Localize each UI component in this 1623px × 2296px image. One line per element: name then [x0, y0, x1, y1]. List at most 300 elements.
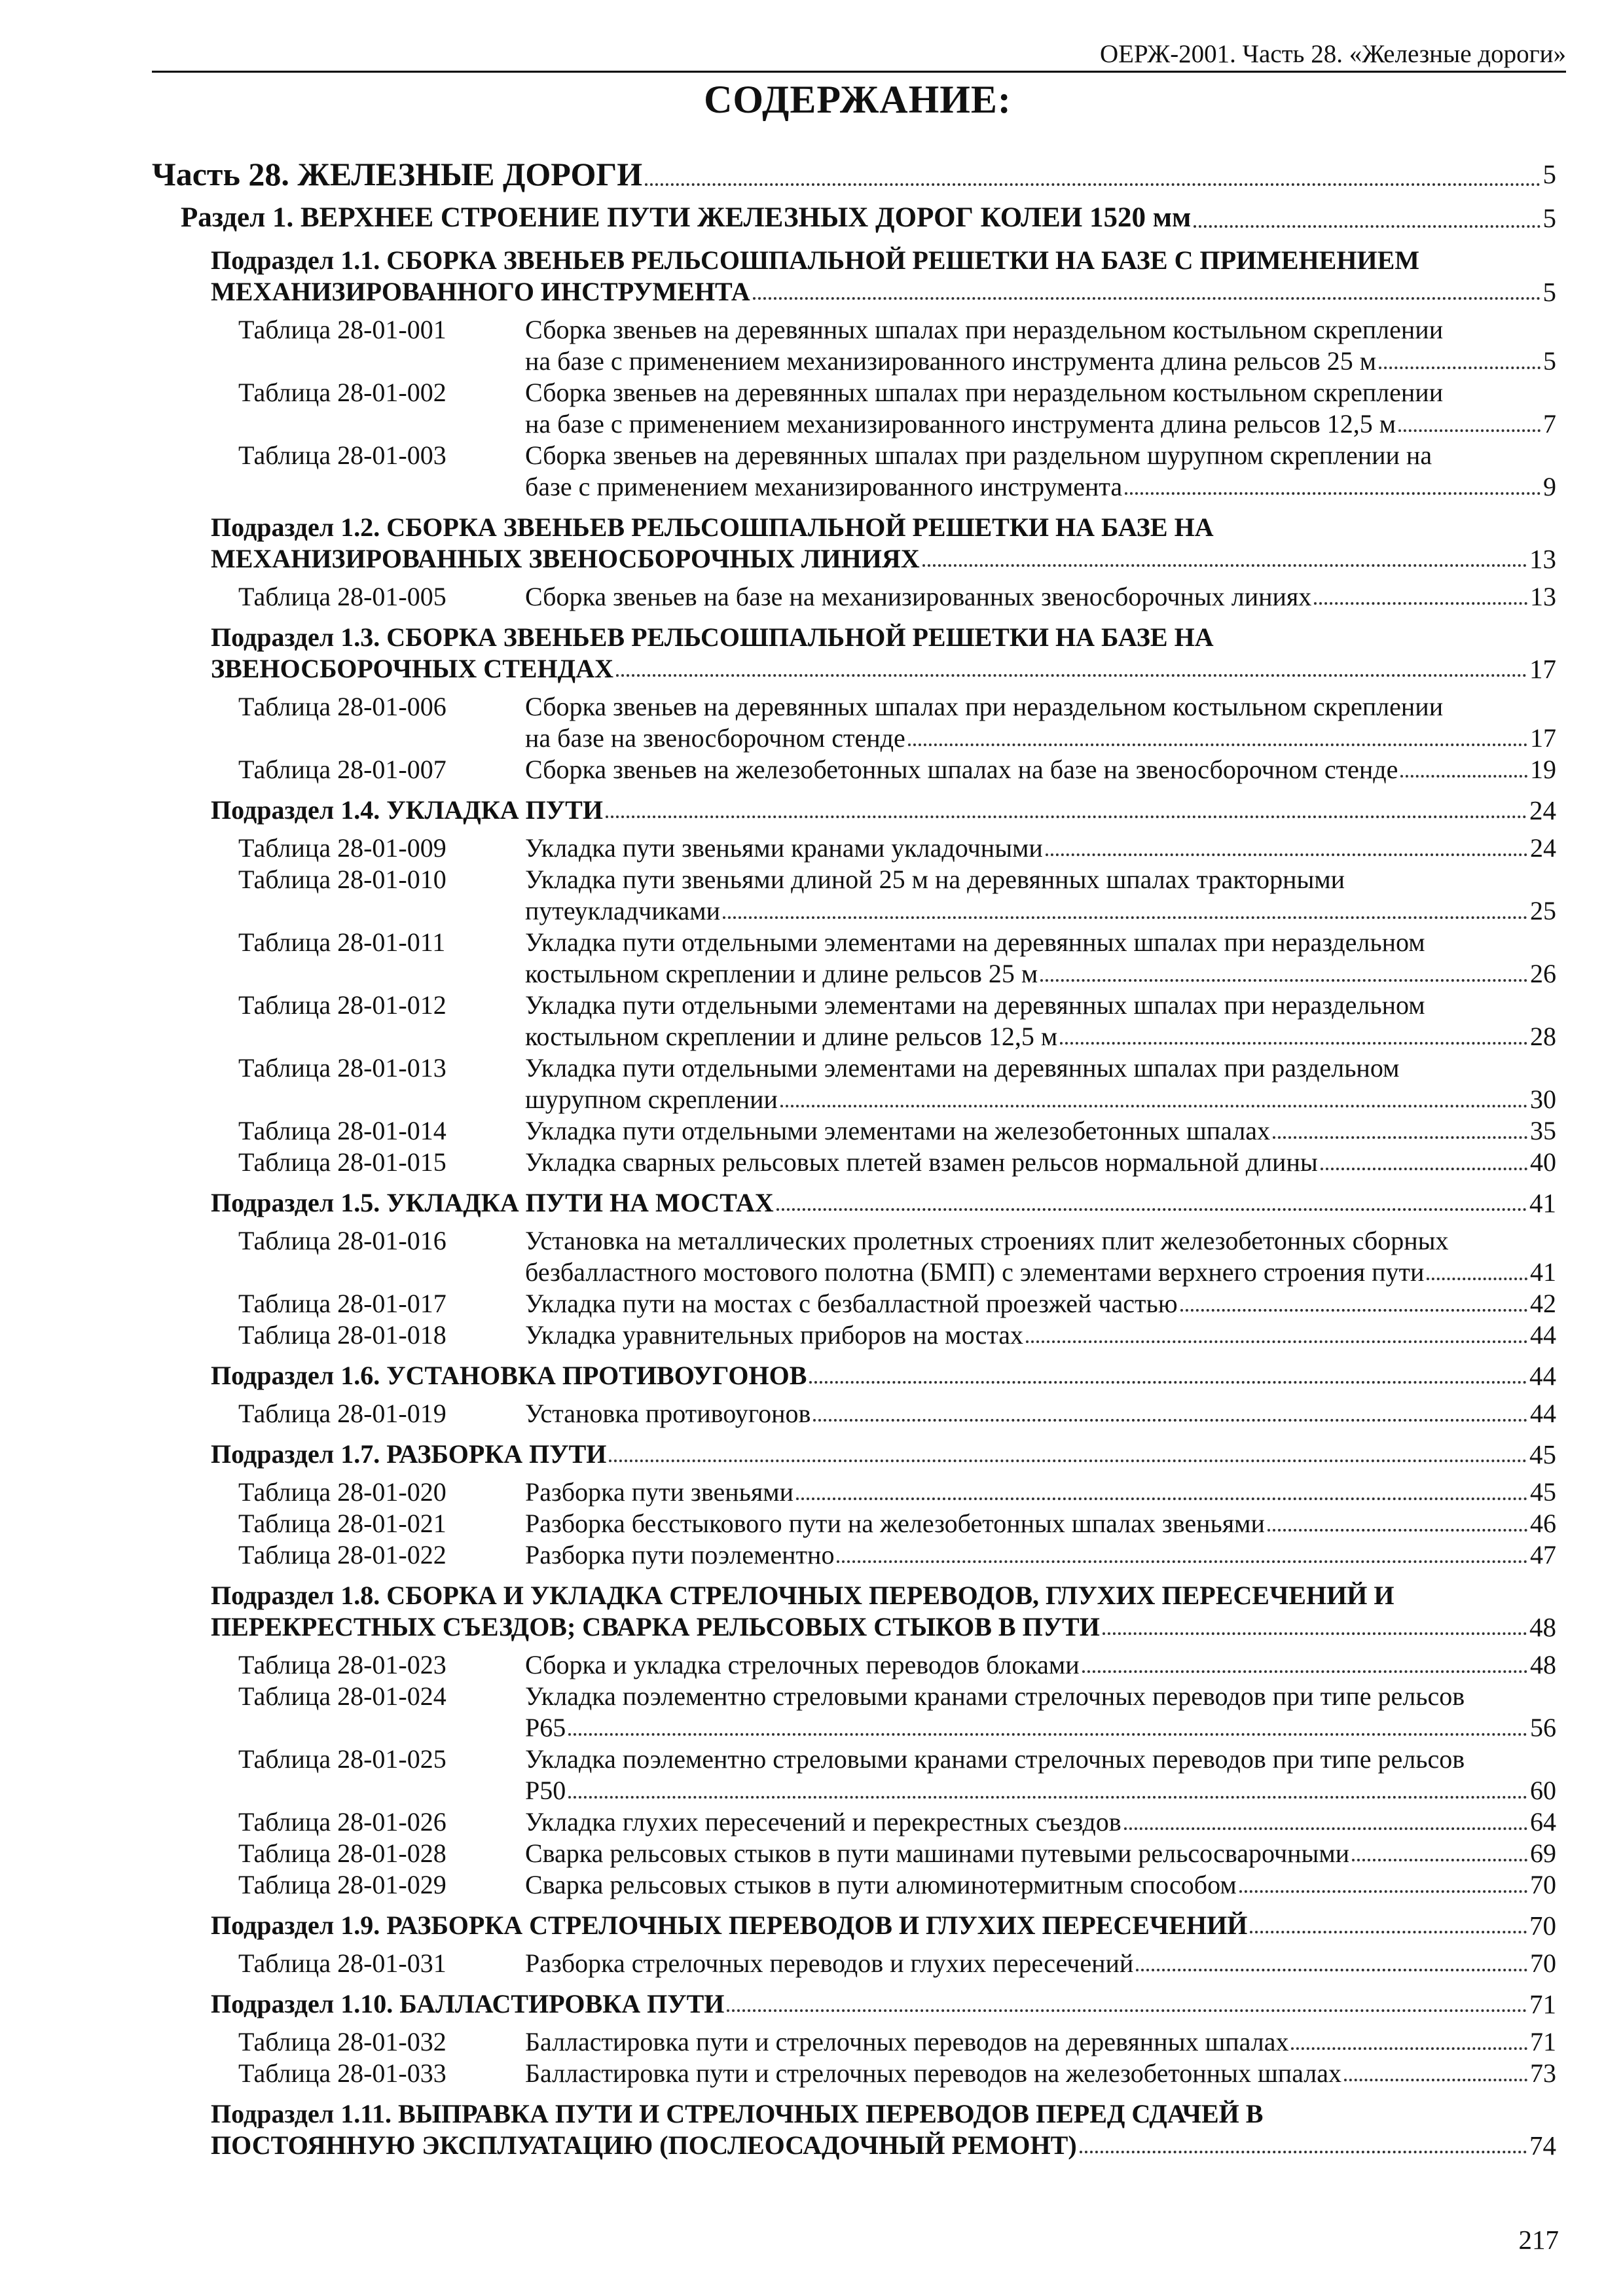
entry-line: [525, 1681, 1556, 1712]
table-entry-list: [152, 1948, 1556, 1979]
table-entry-list: [152, 833, 1556, 1178]
toc-table-entry[interactable]: [238, 1319, 1556, 1351]
entry-line: [525, 1948, 1556, 1979]
table-code: Таблица 28-01-014: [238, 1116, 447, 1145]
entry-line: [525, 723, 1556, 754]
toc-table-entry[interactable]: [238, 1147, 1556, 1178]
table-title: Укладка пути отдельными элементами на деревянных шпалах при раздельном: [525, 1053, 1400, 1083]
table-title: на базе с применением механизированного инструмента длина рельсов 12,5 м: [525, 409, 1396, 439]
table-code: Таблица 28-01-015: [238, 1147, 447, 1177]
table-description: [525, 691, 1556, 754]
table-description: [525, 833, 1556, 864]
dot-leader: [1040, 979, 1527, 982]
page-ref: 35: [1530, 1116, 1556, 1145]
page-ref: 70: [1530, 1948, 1556, 1978]
entry-line: [525, 1539, 1556, 1571]
dot-leader: [1103, 1632, 1527, 1635]
table-entry-list: [152, 1649, 1556, 1901]
subsection-title: Подраздел 1.5. УКЛАДКА ПУТИ НА МОСТАХ: [211, 1188, 774, 1217]
table-description: [525, 1477, 1556, 1508]
dot-leader: [1026, 1340, 1527, 1343]
subsection-title: Подраздел 1.11. ВЫПРАВКА ПУТИ И СТРЕЛОЧНЫХ ПЕРЕВОДОВ ПЕРЕД СДАЧЕЙ В: [211, 2099, 1264, 2128]
entry-line: [525, 1052, 1556, 1084]
page-ref: 71: [1529, 1989, 1556, 2019]
entry-line: [211, 1611, 1556, 1643]
toc-subsection-entry[interactable]: [211, 1910, 1556, 1941]
entry-line: [211, 512, 1556, 543]
table-description: [525, 1744, 1556, 1806]
table-code: Таблица 28-01-019: [238, 1399, 447, 1428]
entry-line: [525, 895, 1556, 927]
table-entry-list: [152, 1477, 1556, 1571]
subsection-title: ПОСТОЯННУЮ ЭКСПЛУАТАЦИЮ (ПОСЛЕОСАДОЧНЫЙ РЕМОНТ): [211, 2130, 1077, 2160]
dot-leader: [1239, 1890, 1527, 1893]
dot-leader: [1321, 1168, 1527, 1170]
page-ref: 56: [1530, 1713, 1556, 1742]
entry-line: [525, 1257, 1556, 1288]
toc-table-entry[interactable]: [238, 1115, 1556, 1147]
table-title: Укладка пути отдельными элементами на деревянных шпалах при нераздельном: [525, 927, 1425, 957]
table-of-contents: [152, 154, 1556, 2161]
table-description: [525, 864, 1556, 927]
entry-line: [211, 1187, 1556, 1219]
dot-leader: [1379, 367, 1541, 369]
page-ref: 24: [1529, 795, 1556, 825]
table-code: Таблица 28-01-017: [238, 1289, 447, 1318]
table-description: [525, 581, 1556, 613]
table-description: [525, 1052, 1556, 1115]
toc-table-entry[interactable]: [238, 1288, 1556, 1319]
page-ref: 7: [1543, 409, 1556, 439]
dot-leader: [1060, 1042, 1527, 1045]
page-ref: 74: [1529, 2130, 1556, 2161]
table-code: Таблица 28-01-016: [238, 1226, 447, 1255]
table-code: Таблица 28-01-024: [238, 1681, 447, 1711]
table-entry-list: [152, 581, 1556, 613]
dot-leader: [813, 1419, 1527, 1422]
dot-leader: [837, 1560, 1527, 1563]
table-description: [525, 1948, 1556, 1979]
subsection-title: ЗВЕНОСБОРОЧНЫХ СТЕНДАХ: [211, 654, 613, 683]
entry-line: [525, 1775, 1556, 1806]
dot-leader: [1427, 1278, 1527, 1280]
entry-line: [211, 1988, 1556, 2020]
table-description: [525, 314, 1556, 377]
table-title: Сборка звеньев на деревянных шпалах при нераздельном костыльном скреплении: [525, 378, 1444, 407]
table-description: [525, 1115, 1556, 1147]
page-ref: 48: [1529, 1612, 1556, 1642]
entry-line: [525, 1508, 1556, 1539]
table-title: на базе на звеносборочном стенде: [525, 723, 905, 753]
table-description: [525, 1869, 1556, 1901]
dot-leader: [1267, 1529, 1527, 1532]
toc-table-entry[interactable]: [238, 1649, 1556, 1681]
table-description: [525, 1681, 1556, 1744]
page-ref: 26: [1530, 959, 1556, 988]
entry-line: [211, 622, 1556, 653]
dot-leader: [645, 183, 1540, 186]
toc-table-entry[interactable]: [238, 1806, 1556, 1838]
toc-table-entry[interactable]: [238, 377, 1556, 440]
table-description: [525, 1398, 1556, 1429]
table-entry-list: [152, 2026, 1556, 2089]
table-title: Разборка пути поэлементно: [525, 1540, 835, 1570]
page-ref: 46: [1530, 1509, 1556, 1538]
dot-leader: [1400, 775, 1527, 778]
table-title: костыльном скреплении и длине рельсов 12,5 м: [525, 1022, 1058, 1051]
toc-subsection-entry[interactable]: [211, 795, 1556, 826]
table-title: на базе с применением механизированного инструмента длина рельсов 25 м: [525, 346, 1377, 376]
toc-table-entry[interactable]: [238, 927, 1556, 990]
dot-leader: [1398, 429, 1541, 432]
dot-leader: [1080, 2151, 1527, 2153]
entry-line: [525, 1319, 1556, 1351]
toc-table-entry[interactable]: [238, 990, 1556, 1052]
table-description: [525, 1225, 1556, 1288]
entry-line: [211, 245, 1556, 276]
dot-leader: [922, 564, 1527, 567]
table-code: Таблица 28-01-002: [238, 378, 447, 407]
entry-line: [525, 346, 1556, 377]
table-title: Сборка и укладка стрелочных переводов блоками: [525, 1650, 1080, 1679]
table-description: [525, 377, 1556, 440]
table-code: Таблица 28-01-009: [238, 833, 447, 863]
dot-leader: [1180, 1309, 1527, 1312]
section-title: Раздел 1. ВЕРХНЕЕ СТРОЕНИЕ ПУТИ ЖЕЛЕЗНЫХ ДОРОГ КОЛЕИ 1520 мм: [181, 202, 1192, 233]
toc-table-entry[interactable]: [238, 1052, 1556, 1115]
page-ref: 41: [1530, 1257, 1556, 1287]
entry-line: [211, 653, 1556, 685]
entry-line: [525, 1838, 1556, 1869]
dot-leader: [616, 674, 1527, 677]
entry-line: [525, 2058, 1556, 2089]
toc-table-entry[interactable]: [238, 1948, 1556, 1979]
entry-line: [525, 990, 1556, 1021]
entry-line: [525, 314, 1556, 346]
dot-leader: [568, 1733, 1527, 1736]
page-ref: 5: [1542, 277, 1556, 307]
entry-line: [211, 276, 1556, 308]
page-ref: 41: [1529, 1188, 1556, 1218]
entry-line: [525, 691, 1556, 723]
entry-line: [525, 1225, 1556, 1257]
table-description: [525, 1508, 1556, 1539]
table-code: Таблица 28-01-003: [238, 440, 447, 470]
toc-table-entry[interactable]: [238, 1225, 1556, 1288]
entry-line: [525, 864, 1556, 895]
part-title: Часть 28. ЖЕЛЕЗНЫЕ ДОРОГИ: [152, 156, 643, 192]
toc-section-entry[interactable]: [181, 200, 1556, 236]
table-code: Таблица 28-01-001: [238, 315, 447, 344]
page-ref: 25: [1530, 896, 1556, 925]
table-title: Сварка рельсовых стыков в пути алюминотермитным способом: [525, 1870, 1237, 1899]
entry-line: [525, 471, 1556, 503]
subsection-title: Подраздел 1.7. РАЗБОРКА ПУТИ: [211, 1439, 607, 1469]
dot-leader: [776, 1208, 1527, 1211]
toc-table-entry[interactable]: [238, 1477, 1556, 1508]
subsection-title: ПЕРЕКРЕСТНЫХ СЪЕЗДОВ; СВАРКА РЕЛЬСОВЫХ СТЫКОВ В ПУТИ: [211, 1612, 1100, 1641]
table-code: Таблица 28-01-028: [238, 1839, 447, 1868]
toc-subsection-entry[interactable]: [211, 2098, 1556, 2161]
page-ref: 19: [1530, 755, 1556, 784]
table-code: Таблица 28-01-026: [238, 1807, 447, 1837]
page-ref: 24: [1530, 833, 1556, 863]
toc-table-entry[interactable]: [238, 833, 1556, 864]
toc-subsection-entry[interactable]: [211, 1988, 1556, 2020]
table-code: Таблица 28-01-025: [238, 1744, 447, 1774]
entry-line: [525, 754, 1556, 785]
dot-leader: [727, 2009, 1527, 2012]
table-title: Установка противоугонов: [525, 1399, 811, 1428]
toc-subsection-entry[interactable]: [211, 1187, 1556, 1219]
table-title: Балластировка пути и стрелочных переводов на железобетонных шпалах: [525, 2058, 1342, 2088]
toc-subsection-entry[interactable]: [211, 245, 1556, 308]
toc-table-entry[interactable]: [238, 691, 1556, 754]
toc-table-entry[interactable]: [238, 1508, 1556, 1539]
dot-leader: [1082, 1670, 1527, 1673]
table-title: Укладка поэлементно стреловыми кранами стрелочных переводов при типе рельсов: [525, 1744, 1465, 1774]
table-code: Таблица 28-01-023: [238, 1650, 447, 1679]
page-ref: 45: [1530, 1477, 1556, 1507]
table-title: Укладка пути звеньями длиной 25 м на деревянных шпалах тракторными: [525, 865, 1345, 894]
table-entry-list: [152, 691, 1556, 785]
toc-table-entry[interactable]: [238, 314, 1556, 377]
page-ref: 40: [1530, 1147, 1556, 1177]
entry-line: [525, 408, 1556, 440]
toc-subsection-entry[interactable]: [211, 512, 1556, 575]
page-ref: 13: [1529, 544, 1556, 574]
table-title: Укладка пути звеньями кранами укладочными: [525, 833, 1043, 863]
dot-leader: [908, 744, 1527, 746]
dot-leader: [609, 1460, 1527, 1462]
page-ref: 30: [1530, 1085, 1556, 1114]
table-code: Таблица 28-01-032: [238, 2027, 447, 2056]
toc-table-entry[interactable]: [238, 1869, 1556, 1901]
page-ref: 48: [1530, 1650, 1556, 1679]
entry-line: [525, 1115, 1556, 1147]
toc-part-entry[interactable]: [152, 154, 1556, 194]
subsection-title: Подраздел 1.8. СБОРКА И УКЛАДКА СТРЕЛОЧНЫХ ПЕРЕВОДОВ, ГЛУХИХ ПЕРЕСЕЧЕНИЙ И: [211, 1581, 1395, 1610]
toc-title: СОДЕРЖАНИЕ:: [704, 78, 1012, 121]
entry-line: [525, 1869, 1556, 1901]
subsection-title: МЕХАНИЗИРОВАННОГО ИНСТРУМЕНТА: [211, 277, 750, 306]
table-title: безбалластного мостового полотна (БМП) с элементами верхнего строения пути: [525, 1257, 1425, 1287]
entry-line: [525, 377, 1556, 408]
page-ref: 70: [1529, 1910, 1556, 1941]
page-ref: 60: [1530, 1776, 1556, 1805]
dot-leader: [1291, 2047, 1527, 2050]
entry-line: [211, 1360, 1556, 1391]
entry-line: [211, 1910, 1556, 1941]
running-header: [152, 37, 1566, 73]
table-code: Таблица 28-01-012: [238, 990, 447, 1020]
toc-table-entry[interactable]: [238, 1539, 1556, 1571]
entry-line: [525, 1147, 1556, 1178]
table-title: Сборка звеньев на деревянных шпалах при нераздельном костыльном скреплении: [525, 315, 1444, 344]
dot-leader: [753, 297, 1541, 300]
table-title: базе с применением механизированного инструмента: [525, 472, 1123, 501]
entry-line: [525, 1084, 1556, 1115]
table-description: [525, 927, 1556, 990]
toc-table-entry[interactable]: [238, 1681, 1556, 1744]
page-ref: 5: [1542, 203, 1556, 233]
table-code: Таблица 28-01-013: [238, 1053, 447, 1083]
table-title: Укладка глухих пересечений и перекрестных съездов: [525, 1807, 1122, 1837]
table-code: Таблица 28-01-021: [238, 1509, 447, 1538]
table-description: [525, 1147, 1556, 1178]
subsection-title: МЕХАНИЗИРОВАННЫХ ЗВЕНОСБОРОЧНЫХ ЛИНИЯХ: [211, 544, 920, 573]
dot-leader: [568, 1796, 1527, 1799]
table-title: Укладка пути отдельными элементами на железобетонных шпалах: [525, 1116, 1271, 1145]
toc-table-entry[interactable]: [238, 2026, 1556, 2058]
table-title: Укладка пути на мостах с безбалластной проезжей частью: [525, 1289, 1178, 1318]
table-description: [525, 1319, 1556, 1351]
table-description: [525, 1288, 1556, 1319]
header-text: ОЕРЖ-2001. Часть 28. «Железные дороги»: [1099, 40, 1566, 68]
toc-subsection-entry[interactable]: [211, 622, 1556, 685]
subsection-list: [152, 245, 1556, 2161]
table-code: Таблица 28-01-011: [238, 927, 446, 957]
dot-leader: [796, 1498, 1527, 1500]
entry-line: [525, 1744, 1556, 1775]
dot-leader: [1125, 492, 1541, 495]
entry-line: [525, 1649, 1556, 1681]
page-ref: 45: [1529, 1439, 1556, 1469]
table-title: Разборка пути звеньями: [525, 1477, 793, 1507]
table-code: Таблица 28-01-033: [238, 2058, 447, 2088]
table-title: путеукладчиками: [525, 896, 720, 925]
page-ref: 44: [1530, 1399, 1556, 1428]
entry-line: [525, 927, 1556, 958]
table-title: Сборка звеньев на железобетонных шпалах на базе на звеносборочном стенде: [525, 755, 1398, 784]
toc-table-entry[interactable]: [238, 1838, 1556, 1869]
table-code: Таблица 28-01-005: [238, 582, 447, 611]
dot-leader: [1344, 2079, 1527, 2081]
page-ref: 5: [1543, 346, 1556, 376]
table-title: Сварка рельсовых стыков в пути машинами путевыми рельсосварочными: [525, 1839, 1350, 1868]
table-title: Разборка стрелочных переводов и глухих пересечений: [525, 1948, 1134, 1978]
entry-line: [211, 543, 1556, 575]
page-ref: 64: [1530, 1807, 1556, 1837]
table-title: Разборка бесстыкового пути на железобетонных шпалах звеньями: [525, 1509, 1265, 1538]
table-title: Р50: [525, 1776, 566, 1805]
table-title: Балластировка пути и стрелочных переводов на деревянных шпалах: [525, 2027, 1289, 2056]
toc-table-entry[interactable]: [238, 864, 1556, 927]
table-description: [525, 754, 1556, 785]
page-ref: 44: [1529, 1361, 1556, 1391]
page-ref: 73: [1530, 2058, 1556, 2088]
table-description: [525, 1539, 1556, 1571]
page-number: 217: [1518, 2225, 1559, 2255]
entry-line: [211, 2130, 1556, 2161]
dot-leader: [1046, 853, 1527, 856]
toc-table-entry[interactable]: [238, 581, 1556, 613]
subsection-title: Подраздел 1.10. БАЛЛАСТИРОВКА ПУТИ: [211, 1989, 725, 2018]
table-title: Укладка уравнительных приборов на мостах: [525, 1320, 1024, 1350]
table-description: [525, 2026, 1556, 2058]
subsection-title: Подраздел 1.4. УКЛАДКА ПУТИ: [211, 795, 603, 825]
entry-line: [525, 581, 1556, 613]
page-ref: 71: [1530, 2027, 1556, 2056]
toc-table-entry[interactable]: [238, 2058, 1556, 2089]
subsection-title: Подраздел 1.3. СБОРКА ЗВЕНЬЕВ РЕЛЬСОШПАЛЬНОЙ РЕШЕТКИ НА БАЗЕ НА: [211, 622, 1214, 652]
dot-leader: [606, 816, 1527, 818]
page-ref: 47: [1530, 1540, 1556, 1570]
dot-leader: [1124, 1827, 1527, 1830]
dot-leader: [780, 1105, 1527, 1107]
entry-line: [525, 1288, 1556, 1319]
dot-leader: [1314, 602, 1527, 605]
table-description: [525, 1838, 1556, 1869]
subsection-title: Подраздел 1.2. СБОРКА ЗВЕНЬЕВ РЕЛЬСОШПАЛЬНОЙ РЕШЕТКИ НА БАЗЕ НА: [211, 512, 1214, 542]
entry-line: [211, 2098, 1556, 2130]
table-code: Таблица 28-01-018: [238, 1320, 447, 1350]
dot-leader: [1352, 1859, 1527, 1861]
dot-leader: [809, 1381, 1527, 1384]
table-entry-list: [152, 314, 1556, 503]
toc-table-entry[interactable]: [238, 440, 1556, 503]
page-ref: 9: [1543, 472, 1556, 501]
page-ref: 44: [1530, 1320, 1556, 1350]
entry-line: [525, 1398, 1556, 1429]
dot-leader: [1136, 1969, 1527, 1971]
page-ref: 42: [1530, 1289, 1556, 1318]
table-entry-list: [152, 1398, 1556, 1429]
table-description: [525, 1806, 1556, 1838]
entry-line: [211, 1439, 1556, 1470]
dot-leader: [1273, 1136, 1527, 1139]
table-title: Установка на металлических пролетных строениях плит железобетонных сборных: [525, 1226, 1449, 1255]
entry-line: [525, 1806, 1556, 1838]
table-code: Таблица 28-01-006: [238, 692, 447, 721]
toc-subsection-entry[interactable]: [211, 1439, 1556, 1470]
subsection-title: Подраздел 1.6. УСТАНОВКА ПРОТИВОУГОНОВ: [211, 1361, 807, 1390]
table-code: Таблица 28-01-031: [238, 1948, 447, 1978]
table-code: Таблица 28-01-007: [238, 755, 447, 784]
page-ref: 69: [1530, 1839, 1556, 1868]
table-description: [525, 1649, 1556, 1681]
entry-line: [211, 1580, 1556, 1611]
entry-line: [525, 958, 1556, 990]
toc-table-entry[interactable]: [238, 1398, 1556, 1429]
table-code: Таблица 28-01-022: [238, 1540, 447, 1570]
toc-subsection-entry[interactable]: [211, 1580, 1556, 1643]
entry-line: [525, 2026, 1556, 2058]
entry-line: [525, 1712, 1556, 1744]
entry-line: [211, 795, 1556, 826]
page-ref: 5: [1542, 159, 1556, 189]
table-code: Таблица 28-01-010: [238, 865, 447, 894]
table-description: [525, 2058, 1556, 2089]
toc-table-entry[interactable]: [238, 754, 1556, 785]
entry-line: [525, 1021, 1556, 1052]
table-title: Сборка звеньев на деревянных шпалах при раздельном шурупном скреплении на: [525, 440, 1432, 470]
dot-leader: [723, 916, 1527, 919]
toc-table-entry[interactable]: [238, 1744, 1556, 1806]
table-title: шурупном скреплении: [525, 1085, 778, 1114]
table-title: Укладка поэлементно стреловыми кранами стрелочных переводов при типе рельсов: [525, 1681, 1465, 1711]
subsection-title: Подраздел 1.9. РАЗБОРКА СТРЕЛОЧНЫХ ПЕРЕВОДОВ И ГЛУХИХ ПЕРЕСЕЧЕНИЙ: [211, 1910, 1248, 1940]
table-title: костыльном скреплении и длине рельсов 25 м: [525, 959, 1038, 988]
page-ref: 70: [1530, 1870, 1556, 1899]
entry-line: [525, 440, 1556, 471]
page-ref: 17: [1529, 654, 1556, 684]
entry-line: [525, 833, 1556, 864]
table-title: Укладка пути отдельными элементами на деревянных шпалах при нераздельном: [525, 990, 1425, 1020]
table-title: Сборка звеньев на деревянных шпалах при нераздельном костыльном скреплении: [525, 692, 1444, 721]
table-title: Сборка звеньев на базе на механизированных звеносборочных линиях: [525, 582, 1312, 611]
toc-subsection-entry[interactable]: [211, 1360, 1556, 1391]
